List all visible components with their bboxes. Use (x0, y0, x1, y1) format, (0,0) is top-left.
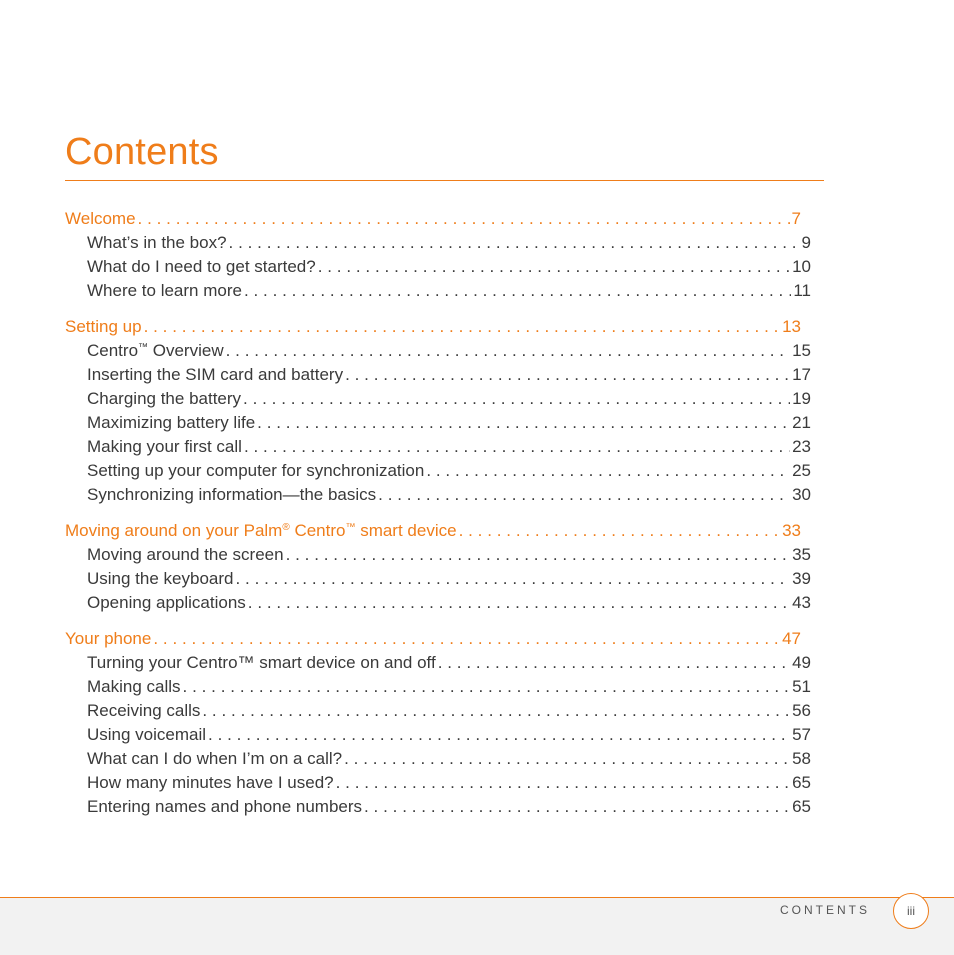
chapter-title: Your phone (65, 629, 152, 648)
dot-leader (183, 675, 791, 699)
chapter-page-number: 47 (782, 629, 801, 648)
chapter-page-number: 13 (782, 317, 801, 336)
chapter-page-number: 7 (791, 209, 801, 228)
entry-title: What can I do when I’m on a call? (87, 749, 343, 768)
page-number-badge: iii (893, 893, 929, 929)
dot-leader (459, 519, 781, 543)
toc-entry[interactable] (65, 795, 811, 819)
entry-page-number: 43 (792, 593, 811, 612)
entry-title: Making calls (87, 677, 181, 696)
toc-entry[interactable] (65, 771, 811, 795)
entry-title: Using voicemail (87, 725, 207, 744)
toc-chapter-entry[interactable] (65, 315, 811, 339)
toc-entry[interactable] (65, 675, 811, 699)
entry-title: Setting up your computer for synchronization (87, 461, 425, 480)
dot-leader (248, 591, 790, 615)
toc-entry[interactable] (65, 435, 811, 459)
entry-title: Turning your Centro™ smart device on and off (87, 653, 436, 672)
dot-leader (364, 795, 790, 819)
entry-title: Where to learn more (87, 281, 242, 300)
toc-entry[interactable] (65, 699, 811, 723)
entry-page-number: 17 (792, 365, 811, 384)
entry-title: Receiving calls (87, 701, 201, 720)
footer-section-label: CONTENTS (780, 903, 870, 917)
toc-section-setting-up (65, 315, 811, 507)
entry-title: Maximizing battery life (87, 413, 256, 432)
dot-leader (235, 567, 790, 591)
entry-title: Synchronizing information—the basics (87, 485, 377, 504)
entry-page-number: 39 (792, 569, 811, 588)
dot-leader (318, 255, 790, 279)
toc-entry[interactable] (65, 339, 811, 363)
trademark-mark: ™ (138, 342, 149, 353)
toc-chapter-entry[interactable] (65, 627, 811, 651)
toc-entry[interactable] (65, 723, 811, 747)
toc-entry[interactable] (65, 231, 811, 255)
chapter-title: Welcome (65, 209, 136, 228)
entry-page-number: 11 (793, 281, 811, 300)
toc-entry[interactable] (65, 567, 811, 591)
entry-page-number: 9 (801, 233, 811, 252)
toc-chapter-entry[interactable] (65, 519, 811, 543)
toc-entry[interactable] (65, 651, 811, 675)
dot-leader (426, 459, 790, 483)
entry-page-number: 65 (792, 797, 811, 816)
dot-leader (345, 363, 790, 387)
toc-section-welcome (65, 207, 811, 303)
entry-title: What’s in the box? (87, 233, 227, 252)
dot-leader (244, 435, 790, 459)
entry-page-number: 49 (792, 653, 811, 672)
entry-title: What do I need to get started? (87, 257, 316, 276)
entry-title: Moving around the screen (87, 545, 284, 564)
toc-chapter-entry[interactable] (65, 207, 811, 231)
dot-leader (438, 651, 790, 675)
dot-leader (344, 747, 790, 771)
trademark-mark: ™ (345, 522, 356, 533)
entry-page-number: 56 (792, 701, 811, 720)
toc-entry[interactable] (65, 483, 811, 507)
toc-entry[interactable] (65, 387, 811, 411)
entry-title: Inserting the SIM card and battery (87, 365, 344, 384)
toc-section-your-phone (65, 627, 811, 819)
entry-title: Entering names and phone numbers (87, 797, 363, 816)
dot-leader (257, 411, 790, 435)
entry-page-number: 30 (792, 485, 811, 504)
dot-leader (202, 699, 790, 723)
chapter-title: Moving around on your Palm® Centro™ smart device (65, 521, 457, 540)
entry-page-number: 21 (792, 413, 811, 432)
page-title: Contents (65, 131, 219, 173)
entry-page-number: 15 (792, 341, 811, 360)
entry-title: Opening applications (87, 593, 246, 612)
entry-title: How many minutes have I used? (87, 773, 334, 792)
registered-mark: ® (282, 522, 290, 533)
toc-entry[interactable] (65, 363, 811, 387)
dot-leader (243, 387, 790, 411)
dot-leader (144, 315, 781, 339)
table-of-contents (65, 207, 811, 831)
dot-leader (229, 231, 800, 255)
dot-leader (244, 279, 791, 303)
toc-entry[interactable] (65, 543, 811, 567)
entry-title: Using the keyboard (87, 569, 234, 588)
entry-page-number: 65 (792, 773, 811, 792)
dot-leader (378, 483, 790, 507)
toc-entry[interactable] (65, 591, 811, 615)
entry-page-number: 19 (792, 389, 811, 408)
toc-entry[interactable] (65, 459, 811, 483)
entry-page-number: 10 (792, 257, 811, 276)
entry-page-number: 58 (792, 749, 811, 768)
toc-entry[interactable] (65, 747, 811, 771)
dot-leader (226, 339, 790, 363)
entry-page-number: 51 (792, 677, 811, 696)
dot-leader (138, 207, 790, 231)
title-divider (65, 180, 824, 181)
toc-entry[interactable] (65, 411, 811, 435)
toc-section-moving-around (65, 519, 811, 615)
chapter-page-number: 33 (782, 521, 801, 540)
entry-title: Centro™ Overview (87, 341, 224, 360)
entry-title: Making your first call (87, 437, 242, 456)
chapter-title: Setting up (65, 317, 142, 336)
entry-page-number: 35 (792, 545, 811, 564)
entry-page-number: 25 (792, 461, 811, 480)
toc-entry[interactable] (65, 255, 811, 279)
toc-entry[interactable] (65, 279, 811, 303)
entry-title: Charging the battery (87, 389, 242, 408)
dot-leader (153, 627, 780, 651)
dot-leader (208, 723, 790, 747)
dot-leader (286, 543, 791, 567)
dot-leader (336, 771, 790, 795)
entry-page-number: 57 (792, 725, 811, 744)
entry-page-number: 23 (792, 437, 811, 456)
